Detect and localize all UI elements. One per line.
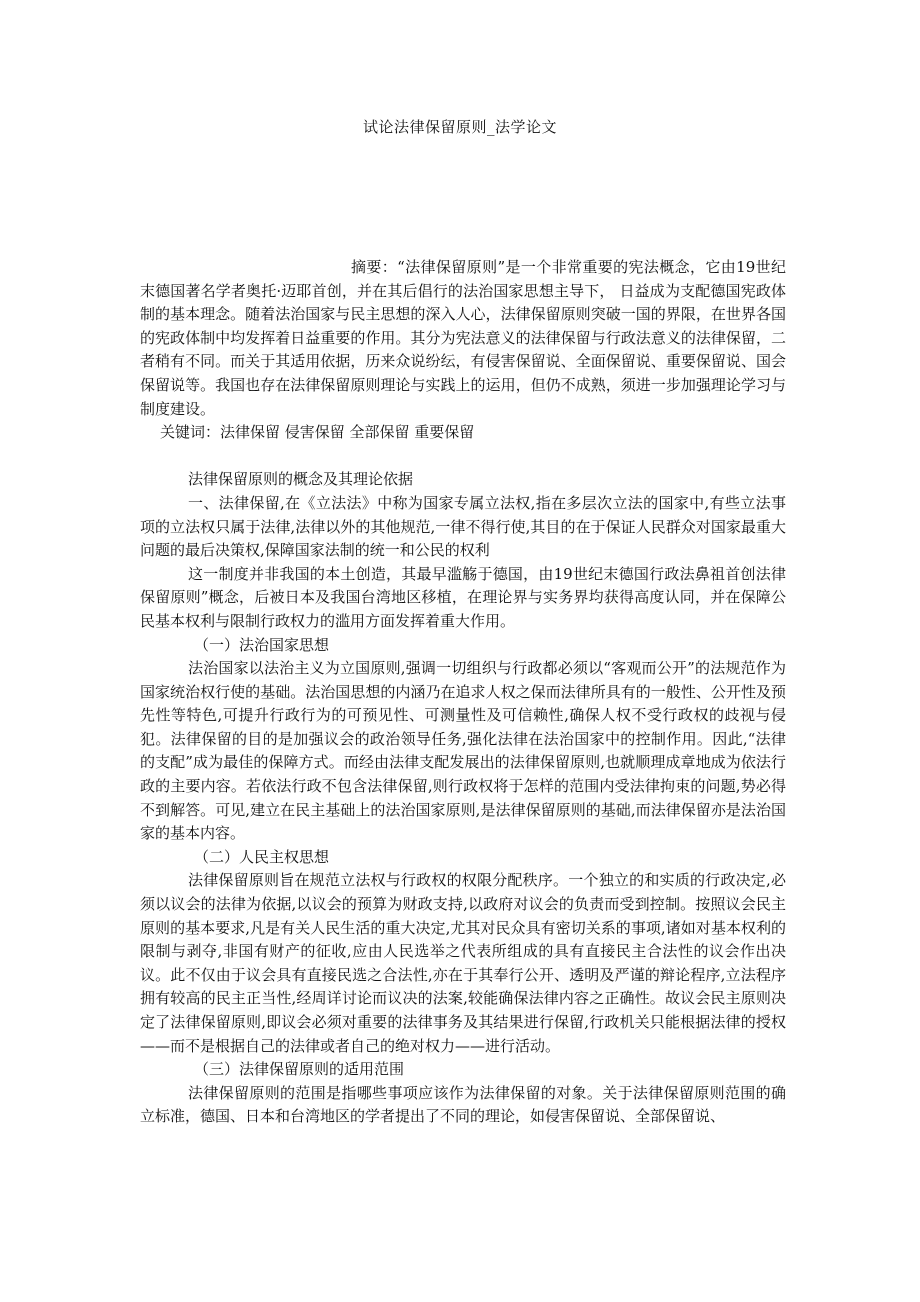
document-title: 试论法律保留原则_法学论文: [362, 118, 557, 136]
document-body: [140, 256, 786, 1129]
section-heading: 法律保留原则的概念及其理论依据: [188, 470, 414, 489]
abstract-paragraph: 摘要：“法律保留原则”是一个非常重要的宪法概念，它由19世纪末德国著名学者奥托·迈耶首创，并在其后倡行的法治国家思想主导下， 日益成为支配德国宪政体制的基本理念。随着法治国家与民主思想的深入人心，法律保留原则突破一国的界限，在世界各国的宪政体制中均发挥着日益重要的作用。其分为宪法意义的法律保留与行政法意义的法律保留，二者稍有不同。而关于其适用依据，历来众说纷纭，有侵害保留说、全面保留说、重要保留说、国会保留说等。我国也存在法律保留原则理论与实践上的运用，但仍不成熟，须进一步加强理论学习与制度建设。: [140, 258, 786, 418]
paragraph-scope: 法律保留原则的范围是指哪些事项应该作为法律保留的对象。关于法律保留原则范围的确立标准，德国、日本和台湾地区的学者提出了不同的理论，如侵害保留说、全部保留说、: [140, 1083, 786, 1126]
paragraph-definition: 一、法律保留,在《立法法》中称为国家专属立法权,指在多层次立法的国家中,有些立法事项的立法权只属于法律,法律以外的其他规范,一律不得行使,其目的在于保证人民群众对国家最重大问题的最后决策权,保障国家法制的统一和公民的权利: [140, 493, 786, 560]
keywords-line: 关键词：法律保留 侵害保留 全部保留 重要保留: [160, 423, 475, 442]
paragraph-rule-of-law: 法治国家以法治主义为立国原则,强调一切组织与行政都必须以“客观而公开”的法规范作为国家统治权行使的基础。法治国思想的内涵乃在追求人权之保而法律所具有的一般性、公开性及预先性等特色,可提升行政行为的可预见性、可测量性及可信赖性,确保人权不受行政权的歧视与侵犯。法律保留的目的是加强议会的政治领导任务,强化法律在法治国家中的控制作用。因此,“法律的支配”成为最佳的保障方式。而经由法律支配发展出的法律保留原则,也就顺理成章地成为依法行政的主要内容。若依法行政不包含法律保留,则行政权将于怎样的范围内受法律拘束的问题,势必得不到解答。可见,建立在民主基础上的法治国家原则,是法律保留原则的基础,而法律保留亦是法治国家的基本内容。: [140, 659, 786, 843]
paragraph-gap: [140, 445, 786, 469]
subheading-popular-sovereignty: （二）人民主权思想: [194, 847, 330, 866]
subheading-scope: （三）法律保留原则的适用范围: [194, 1060, 405, 1079]
paragraph-origin: 这一制度并非我国的本土创造，其最早滥觞于德国，由19世纪末德国行政法鼻祖首创法律保留原则”概念，后被日本及我国台湾地区移植，在理论界与实务界均获得高度认同，并在保障公民基本权利与限制行政权力的滥用方面发挥着重大作用。: [140, 564, 786, 630]
subheading-rule-of-law: （一）法治国家思想: [194, 635, 330, 654]
paragraph-popular-sovereignty: 法律保留原则旨在规范立法权与行政权的权限分配秩序。一个独立的和实质的行政决定,必须以议会的法律为依据,以议会的预算为财政支持,以政府对议会的负责而受到控制。按照议会民主原则的基本要求,凡是有关人民生活的重大决定,尤其对民众具有密切关系的事项,诸如对基本权利的限制与剥夺,非国有财产的征收,应由人民选举之代表所组成的具有直接民主合法性的议会作出决议。此不仅由于议会具有直接民选之合法性,亦在于其奉行公开、透明及严谨的辩论程序,立法程序拥有较高的民主正当性,经周详讨论而议决的法案,较能确保法律内容之正确性。故议会民主原则决定了法律保留原则,即议会必须对重要的法律事务及其结果进行保留,行政机关只能根据法律的授权——而不是根据自己的法律或者自己的绝对权力——进行活动。: [140, 871, 786, 1055]
